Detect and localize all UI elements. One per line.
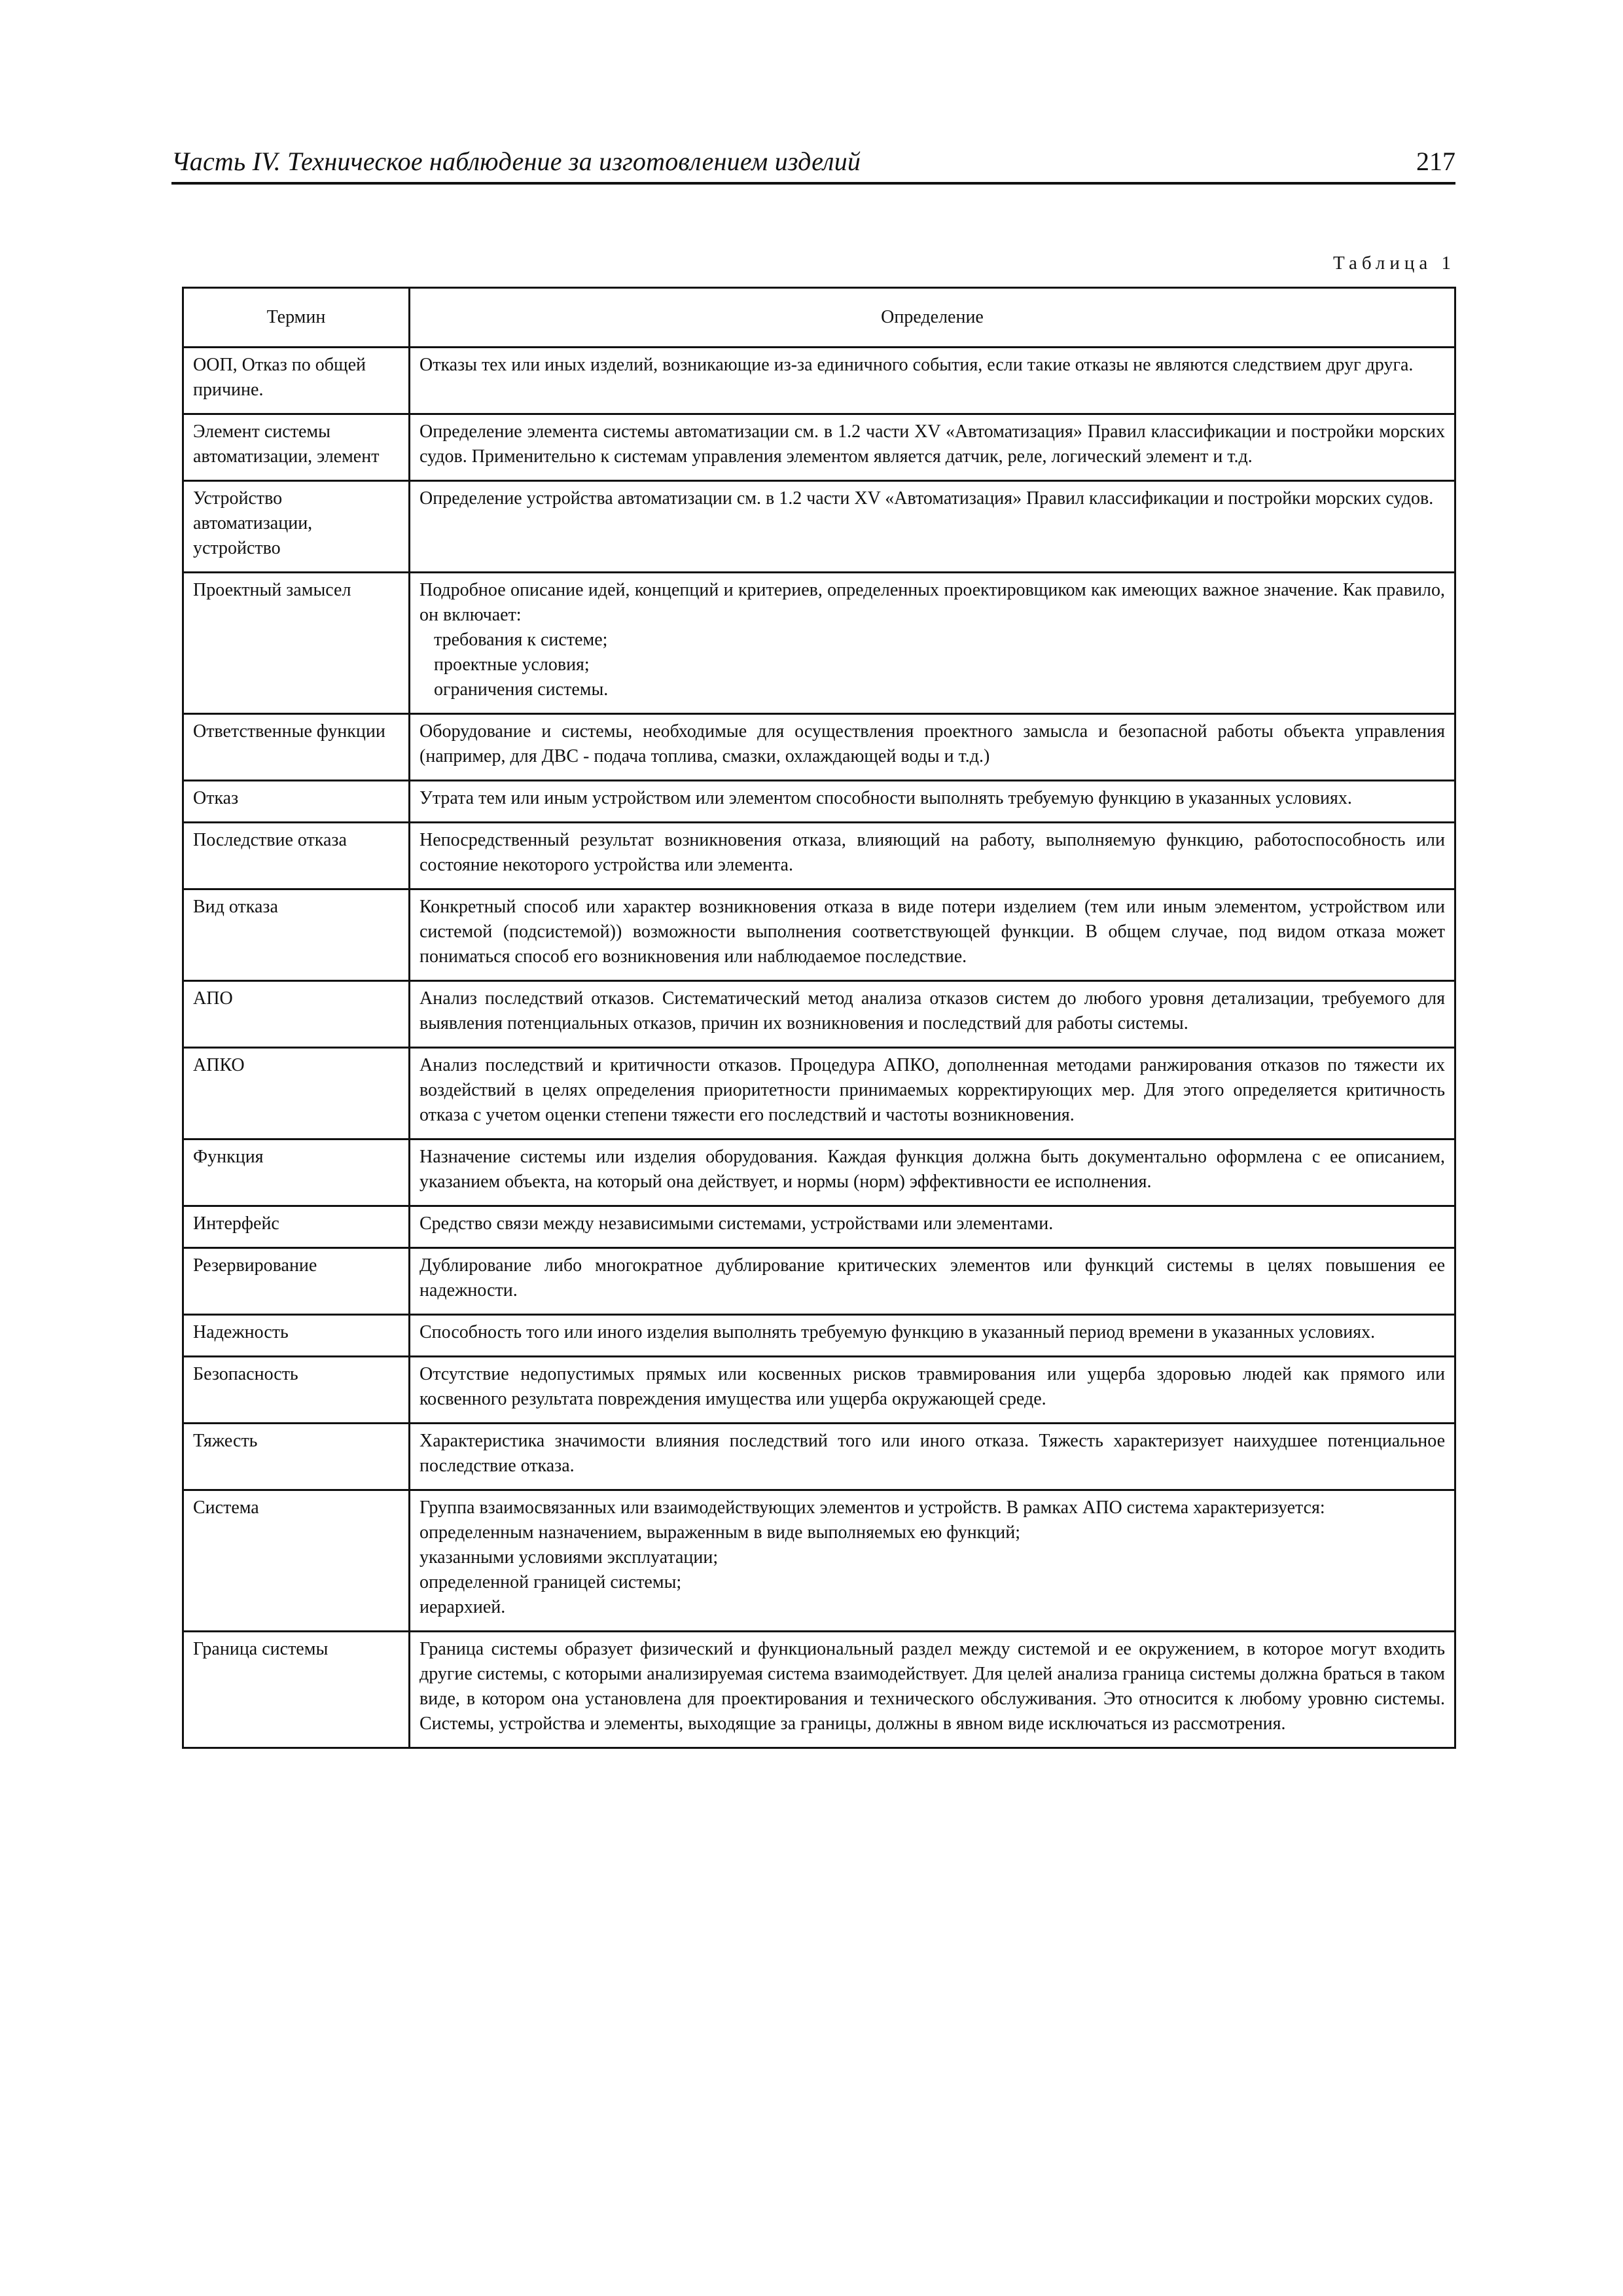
definition-cell	[410, 1048, 1455, 1139]
definition-cell	[410, 981, 1455, 1048]
term-cell: Последствие отказа	[183, 823, 410, 889]
table-caption: Таблица 1	[1332, 253, 1455, 274]
term-cell: Резервирование	[183, 1248, 410, 1315]
definition-text: Граница системы образует физический и функциональный раздел между системой и ее окружением, в которое могут входить другие системы, с которыми анализируемая система взаимодействует. Для целей анализа граница системы должна браться в таком виде, в котором она установлена для проектирования и технического обслуживания. Это относится к любому уровню системы. Системы, устройства и элементы, выходящие за границы, должны в явном виде исключаться из рассмотрения.	[419, 1639, 1445, 1734]
definition-text: Анализ последствий и критичности отказов. Процедура АПКО, дополненная методами ранжирования отказов по тяжести их воздействий в целях определения приоритетности принимаемых корректирующих мер. Для этого определяется критичность отказа с учетом оценки степени тяжести его последствий и частоты возникновения.	[419, 1055, 1445, 1125]
table-row	[183, 1206, 1455, 1248]
definition-text: Группа взаимосвязанных или взаимодействующих элементов и устройств. В рамках АПО система характеризуется:	[419, 1498, 1325, 1518]
term-cell: Отказ	[183, 781, 410, 823]
definition-text: Определение устройства автоматизации см. в 1.2 части XV «Автоматизация» Правил классификации и постройки морских судов.	[419, 488, 1434, 509]
definition-text: Подробное описание идей, концепций и критериев, определенных проектировщиком как имеющих важное значение. Как правило, он включает:	[419, 580, 1445, 625]
definition-cell	[410, 481, 1455, 573]
definition-text: Отказы тех или иных изделий, возникающие из-за единичного события, если такие отказы не являются следствием друг друга.	[419, 355, 1414, 375]
table-row	[183, 1632, 1455, 1748]
page-header	[171, 140, 1455, 185]
definition-text: иерархией.	[419, 1597, 506, 1617]
table-row	[183, 1490, 1455, 1632]
table-row	[183, 823, 1455, 889]
definition-cell	[410, 714, 1455, 781]
definition-text: Отсутствие недопустимых прямых или косвенных рисков травмирования или ущерба здоровью людей как прямого или косвенного результата повреждения имущества или ущерба окружающей среде.	[419, 1364, 1445, 1409]
term-cell: Элемент системы автоматизации, элемент	[183, 414, 410, 481]
table-row	[183, 414, 1455, 481]
term-cell: Тяжесть	[183, 1424, 410, 1490]
term-cell: Устройство автоматизации, устройство	[183, 481, 410, 573]
definition-cell	[410, 1248, 1455, 1315]
table-row	[183, 348, 1455, 414]
term-cell: АПО	[183, 981, 410, 1048]
definition-cell	[410, 1424, 1455, 1490]
definition-cell	[410, 1490, 1455, 1632]
term-cell: Функция	[183, 1139, 410, 1206]
table-body	[183, 348, 1455, 1748]
definition-cell	[410, 348, 1455, 414]
table-row	[183, 1357, 1455, 1424]
definition-cell	[410, 1357, 1455, 1424]
terms-table	[182, 287, 1456, 1749]
table-row	[183, 1315, 1455, 1357]
definition-list-item: ограничения системы.	[434, 679, 609, 700]
term-cell: Вид отказа	[183, 889, 410, 981]
table-row	[183, 1248, 1455, 1315]
definition-cell	[410, 1315, 1455, 1357]
table-row	[183, 573, 1455, 714]
definition-text: Определение элемента системы автоматизации см. в 1.2 части XV «Автоматизация» Правил классификации и постройки морских судов. Применительно к системам управления элементом является датчик, реле, логический элемент и т.д.	[419, 422, 1445, 467]
definition-cell	[410, 1139, 1455, 1206]
column-header-term: Термин	[183, 288, 410, 348]
term-cell: Проектный замысел	[183, 573, 410, 714]
term-cell: Безопасность	[183, 1357, 410, 1424]
definition-cell	[410, 781, 1455, 823]
term-cell: АПКО	[183, 1048, 410, 1139]
definition-text: Анализ последствий отказов. Систематический метод анализа отказов систем до любого уровня детализации, требуемого для выявления потенциальных отказов, причин их возникновения и последствий для работы системы.	[419, 988, 1445, 1033]
definition-text: Способность того или иного изделия выполнять требуемую функцию в указанный период времени в указанных условиях.	[419, 1322, 1376, 1342]
term-cell: Ответственные функции	[183, 714, 410, 781]
page-number: 217	[1416, 147, 1455, 176]
column-header-definition: Определение	[410, 288, 1455, 348]
definition-list-item: проектные условия;	[434, 655, 590, 675]
definition-text: Характеристика значимости влияния последствий того или иного отказа. Тяжесть характеризует наихудшее потенциальное последствие отказа.	[419, 1431, 1445, 1476]
term-cell: Интерфейс	[183, 1206, 410, 1248]
term-cell: Граница системы	[183, 1632, 410, 1748]
definition-list-item: требования к системе;	[434, 630, 608, 650]
definition-text: Утрата тем или иным устройством или элементом способности выполнять требуемую функцию в указанных условиях.	[419, 788, 1352, 808]
definition-text: указанными условиями эксплуатации;	[419, 1547, 719, 1568]
definition-text: Непосредственный результат возникновения отказа, влияющий на работу, выполняемую функцию, работоспособность или состояние некоторого устройства или элемента.	[419, 830, 1445, 875]
definition-cell	[410, 1206, 1455, 1248]
definition-text: Назначение системы или изделия оборудования. Каждая функция должна быть документально оформлена с ее описанием, указанием объекта, на который она действует, и нормы (норм) эффективности ее исполнения.	[419, 1147, 1445, 1192]
term-cell: Надежность	[183, 1315, 410, 1357]
definition-text: Конкретный способ или характер возникновения отказа в виде потери изделием (тем или иным элементом, устройством или системой (подсистемой)) возможности выполнения соответствующей функции. В общем случае, под видом отказа может пониматься способ его возникновения или наблюдаемое последствие.	[419, 897, 1445, 967]
definition-cell	[410, 889, 1455, 981]
definition-text: Дублирование либо многократное дублирование критических элементов или функций системы в целях повышения ее надежности.	[419, 1255, 1445, 1300]
definition-text: Средство связи между независимыми системами, устройствами или элементами.	[419, 1213, 1054, 1234]
table-row	[183, 781, 1455, 823]
table-row	[183, 481, 1455, 573]
table-row	[183, 889, 1455, 981]
table-row	[183, 1424, 1455, 1490]
table-row	[183, 981, 1455, 1048]
definition-cell	[410, 573, 1455, 714]
definition-text: определенной границей системы;	[419, 1572, 682, 1592]
definition-text: Оборудование и системы, необходимые для осуществления проектного замысла и безопасной работы объекта управления (например, для ДВС - подача топлива, смазки, охлаждающей воды и т.д.)	[419, 721, 1445, 766]
table-row	[183, 714, 1455, 781]
definition-text: определенным назначением, выраженным в виде выполняемых ею функций;	[419, 1522, 1021, 1543]
term-cell: ООП, Отказ по общей причине.	[183, 348, 410, 414]
table-header-row	[183, 288, 1455, 348]
table-row	[183, 1139, 1455, 1206]
term-cell: Система	[183, 1490, 410, 1632]
definition-cell	[410, 1632, 1455, 1748]
definition-cell	[410, 414, 1455, 481]
running-title: Часть IV. Техническое наблюдение за изготовлением изделий	[171, 147, 861, 176]
table-row	[183, 1048, 1455, 1139]
definition-cell	[410, 823, 1455, 889]
